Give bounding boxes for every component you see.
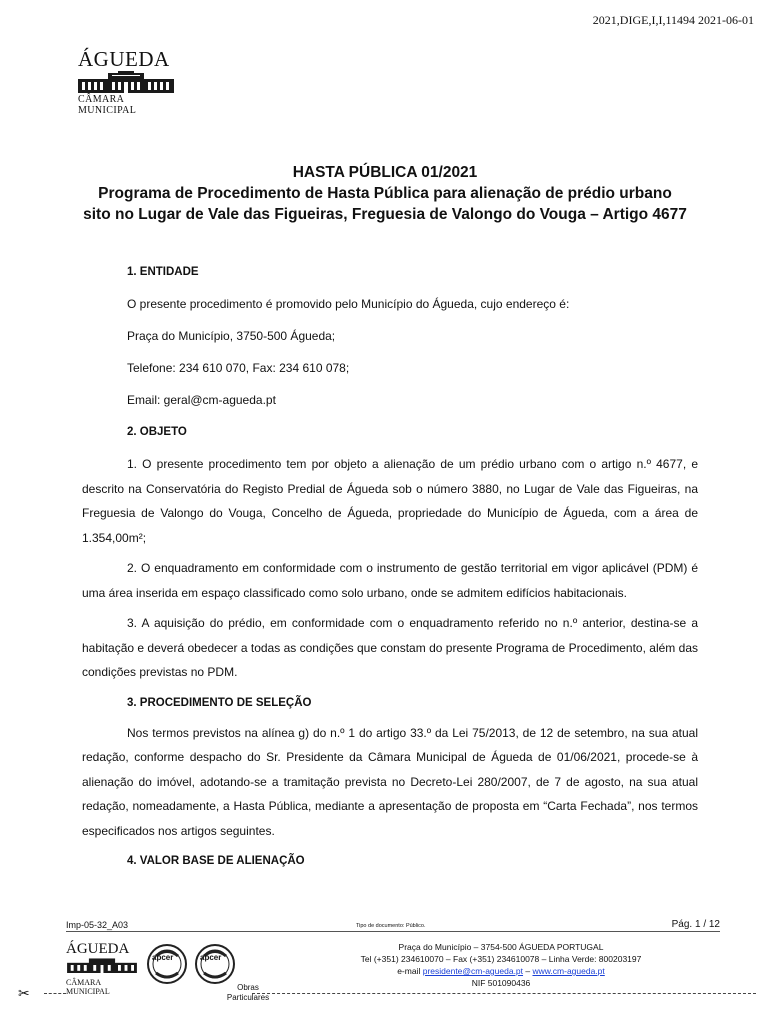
paragraph: 1. O presente procedimento tem por objeto a alienação de um prédio urbano com o artigo n.º 4677, e descrito na Conservatória do Registo Predial de Águeda sob o número 3880, no Lugar de Vale das Figueiras, na Freguesia de Valongo do Vouga, Concelho de Águeda, propriedade do Município de Águeda, com a área de 1.354,00m²; — [82, 457, 698, 545]
paragraph: 3. A aquisição do prédio, em conformidade com o enquadramento referido no n.º anterior, destina-se a habitação e deverá obedecer a todas as condições que constam do presente Programa de Procedimento, além das condições previstas no PDM. — [82, 616, 698, 679]
page-footer — [66, 917, 720, 1002]
separator: – — [523, 966, 533, 976]
scissors-icon: ✂ — [18, 985, 30, 1001]
town-hall-icon — [66, 957, 138, 973]
logo-subtitle: CÂMARA MUNICIPAL — [78, 94, 137, 116]
agueda-logo — [78, 48, 178, 116]
paragraph: 2. O enquadramento em conformidade com o instrumento de gestão territorial em vigor aplicável (PDM) é uma área inserida em espaço classificado como solo urbano, onde se admitem edifícios habitacionais. — [82, 561, 698, 600]
website-link[interactable]: www.cm-agueda.pt — [532, 966, 605, 976]
footer-address: Praça do Município – 3754-500 ÁGUEDA PORTUGAL — [398, 942, 604, 952]
section-heading-valor-base: 4. VALOR BASE DE ALIENAÇÃO — [127, 855, 305, 867]
email-prefix: e-mail — [397, 966, 423, 976]
page-number: Pág. 1 / 12 — [671, 919, 720, 930]
document-type: Tipo de documento: Público. — [356, 923, 426, 929]
cut-line — [252, 993, 756, 994]
footer-divider — [66, 931, 720, 932]
town-hall-icon — [78, 71, 174, 93]
section-heading-objeto: 2. OBJETO — [127, 426, 187, 438]
certification-seal-icon — [194, 943, 236, 985]
paragraph: Nos termos previstos na alínea g) do n.º 1 do artigo 33.º da Lei 75/2013, de 12 de setembro, na sua atual redação, conforme despacho do Sr. Presidente da Câmara Municipal de Águeda de 01/06/2021, procede-se à alienação do imóvel, adotando-se a tramitação prevista no Decreto-Lei 280/2007, de 7 de agosto, na sua atual redação, nomeadamente, a Hasta Pública, mediante a apresentação de proposta em “Carta Fechada”, nos termos especificados nos artigos seguintes. — [82, 725, 698, 838]
certification-seal-icon — [146, 943, 188, 985]
phone-line: Telefone: 234 610 070, Fax: 234 610 078; — [127, 361, 350, 375]
particulares-line: Particulares — [226, 993, 270, 1002]
footer-info-row — [66, 917, 720, 931]
title-line-1: HASTA PÚBLICA 01/2021 — [292, 164, 478, 181]
footer-logo — [66, 941, 144, 996]
seal-label: apcer — [152, 953, 174, 962]
document-body — [82, 260, 698, 873]
obras-line: Obras — [237, 983, 259, 992]
footer-contact — [356, 941, 646, 989]
paragraph: O presente procedimento é promovido pelo Município do Águeda, cujo endereço é: — [127, 297, 570, 311]
footer-nif: NIF 501090436 — [471, 978, 531, 988]
cut-line — [44, 993, 66, 994]
document-reference: 2021,DIGE,I,I,11494 2021-06-01 — [592, 13, 754, 27]
section-heading-entidade: 1. ENTIDADE — [127, 266, 199, 278]
section-heading-procedimento: 3. PROCEDIMENTO DE SELEÇÃO — [127, 696, 312, 709]
seal-label: apcer — [200, 953, 222, 962]
title-line-2: Programa de Procedimento de Hasta Pública para alienação de prédio urbano — [98, 185, 672, 202]
footer-logo-subtitle: CÂMARA MUNICIPAL — [66, 978, 110, 996]
email-line: Email: geral@cm-agueda.pt — [127, 393, 276, 407]
form-code: Imp-05-32_A03 — [66, 920, 129, 930]
footer-email-web — [356, 965, 646, 977]
footer-logo-name: ÁGUEDA — [66, 941, 130, 957]
address-line: Praça do Município, 3750-500 Águeda; — [127, 329, 336, 343]
document-title — [40, 162, 730, 225]
footer-phones: Tel (+351) 234610070 – Fax (+351) 234610078 – Linha Verde: 800203197 — [360, 954, 642, 964]
logo-name: ÁGUEDA — [78, 47, 170, 71]
email-link[interactable]: presidente@cm-agueda.pt — [422, 966, 524, 976]
title-line-3: sito no Lugar de Vale das Figueiras, Freguesia de Valongo do Vouga – Artigo 4677 — [83, 206, 687, 223]
